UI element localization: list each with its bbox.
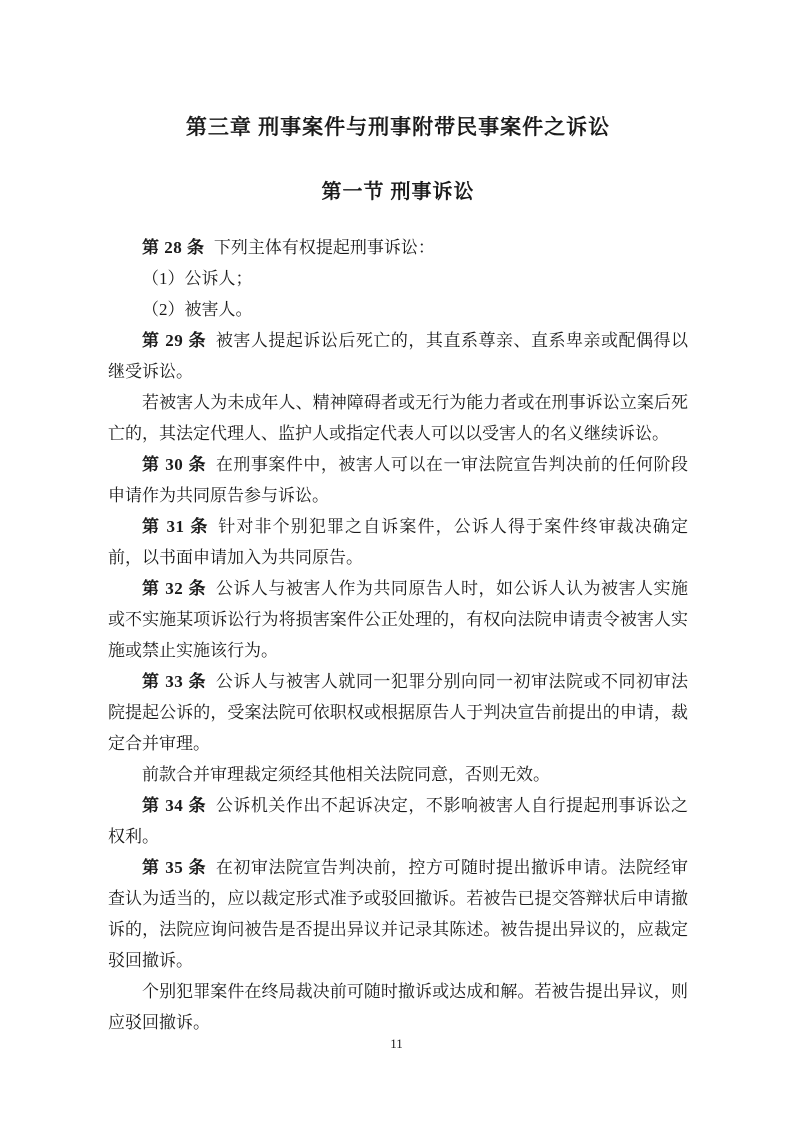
article-paragraph: 第 32 条 公诉人与被害人作为共同原告人时，如公诉人认为被害人实施或不实施某项诉讼行为将损害案件公正处理的，有权向法院申请责令被害人实施或禁止实施该行为。 bbox=[108, 579, 689, 660]
document-content bbox=[108, 0, 688, 1038]
article-paragraph: 第 35 条 在初审法院宣告判决前，控方可随时提出撤诉申请。法院经审查认为适当的，应以裁定形式准予或驳回撤诉。若被告已提交答辩状后申请撤诉的，法院应询问被告是否提出异议并记录其陈述。被告提出异议的，应裁定驳回撤诉。 bbox=[108, 858, 689, 970]
article-paragraph: 第 34 条 公诉机关作出不起诉决定，不影响被害人自行提起刑事诉讼之权利。 bbox=[108, 796, 689, 846]
article-paragraph: 第 31 条 针对非个别犯罪之自诉案件，公诉人得于案件终审裁决确定前，以书面申请加入为共同原告。 bbox=[108, 517, 689, 567]
document-body bbox=[108, 232, 688, 1038]
article-paragraph: 第 29 条 被害人提起诉讼后死亡的，其直系尊亲、直系卑亲或配偶得以继受诉讼。 bbox=[108, 331, 689, 381]
section-title: 第一节 刑事诉讼 bbox=[321, 181, 475, 203]
paragraph: 前款合并审理裁定须经其他相关法院同意，否则无效。 bbox=[142, 765, 550, 784]
article-paragraph: 第 28 条 下列主体有权提起刑事诉讼： bbox=[142, 238, 435, 257]
article-number: 第 34 条 bbox=[142, 796, 207, 815]
article-number: 第 35 条 bbox=[142, 858, 207, 877]
paragraph: 若被害人为未成年人、精神障碍者或无行为能力者或在刑事诉讼立案后死亡的，其法定代理人、监护人或指定代表人可以以受害人的名义继续诉讼。 bbox=[108, 393, 688, 443]
paragraph: 个别犯罪案件在终局裁决前可随时撤诉或达成和解。若被告提出异议，则应驳回撤诉。 bbox=[108, 982, 688, 1032]
article-number: 第 28 条 bbox=[142, 238, 205, 257]
article-number: 第 33 条 bbox=[142, 672, 207, 691]
paragraph: （1）公诉人； bbox=[142, 269, 253, 288]
paragraph: （2）被害人。 bbox=[142, 300, 253, 319]
article-number: 第 30 条 bbox=[142, 455, 207, 474]
page-number: 11 bbox=[390, 1036, 403, 1051]
chapter-title: 第三章 刑事案件与刑事附带民事案件之诉讼 bbox=[185, 115, 611, 139]
article-number: 第 29 条 bbox=[142, 331, 207, 350]
article-number: 第 31 条 bbox=[142, 517, 209, 536]
article-number: 第 32 条 bbox=[142, 579, 207, 598]
article-paragraph: 第 30 条 在刑事案件中，被害人可以在一审法院宣告判决前的任何阶段申请作为共同原告参与诉讼。 bbox=[108, 455, 689, 505]
article-paragraph: 第 33 条 公诉人与被害人就同一犯罪分别向同一初审法院或不同初审法院提起公诉的，受案法院可依职权或根据原告人于判决宣告前提出的申请，裁定合并审理。 bbox=[108, 672, 689, 753]
